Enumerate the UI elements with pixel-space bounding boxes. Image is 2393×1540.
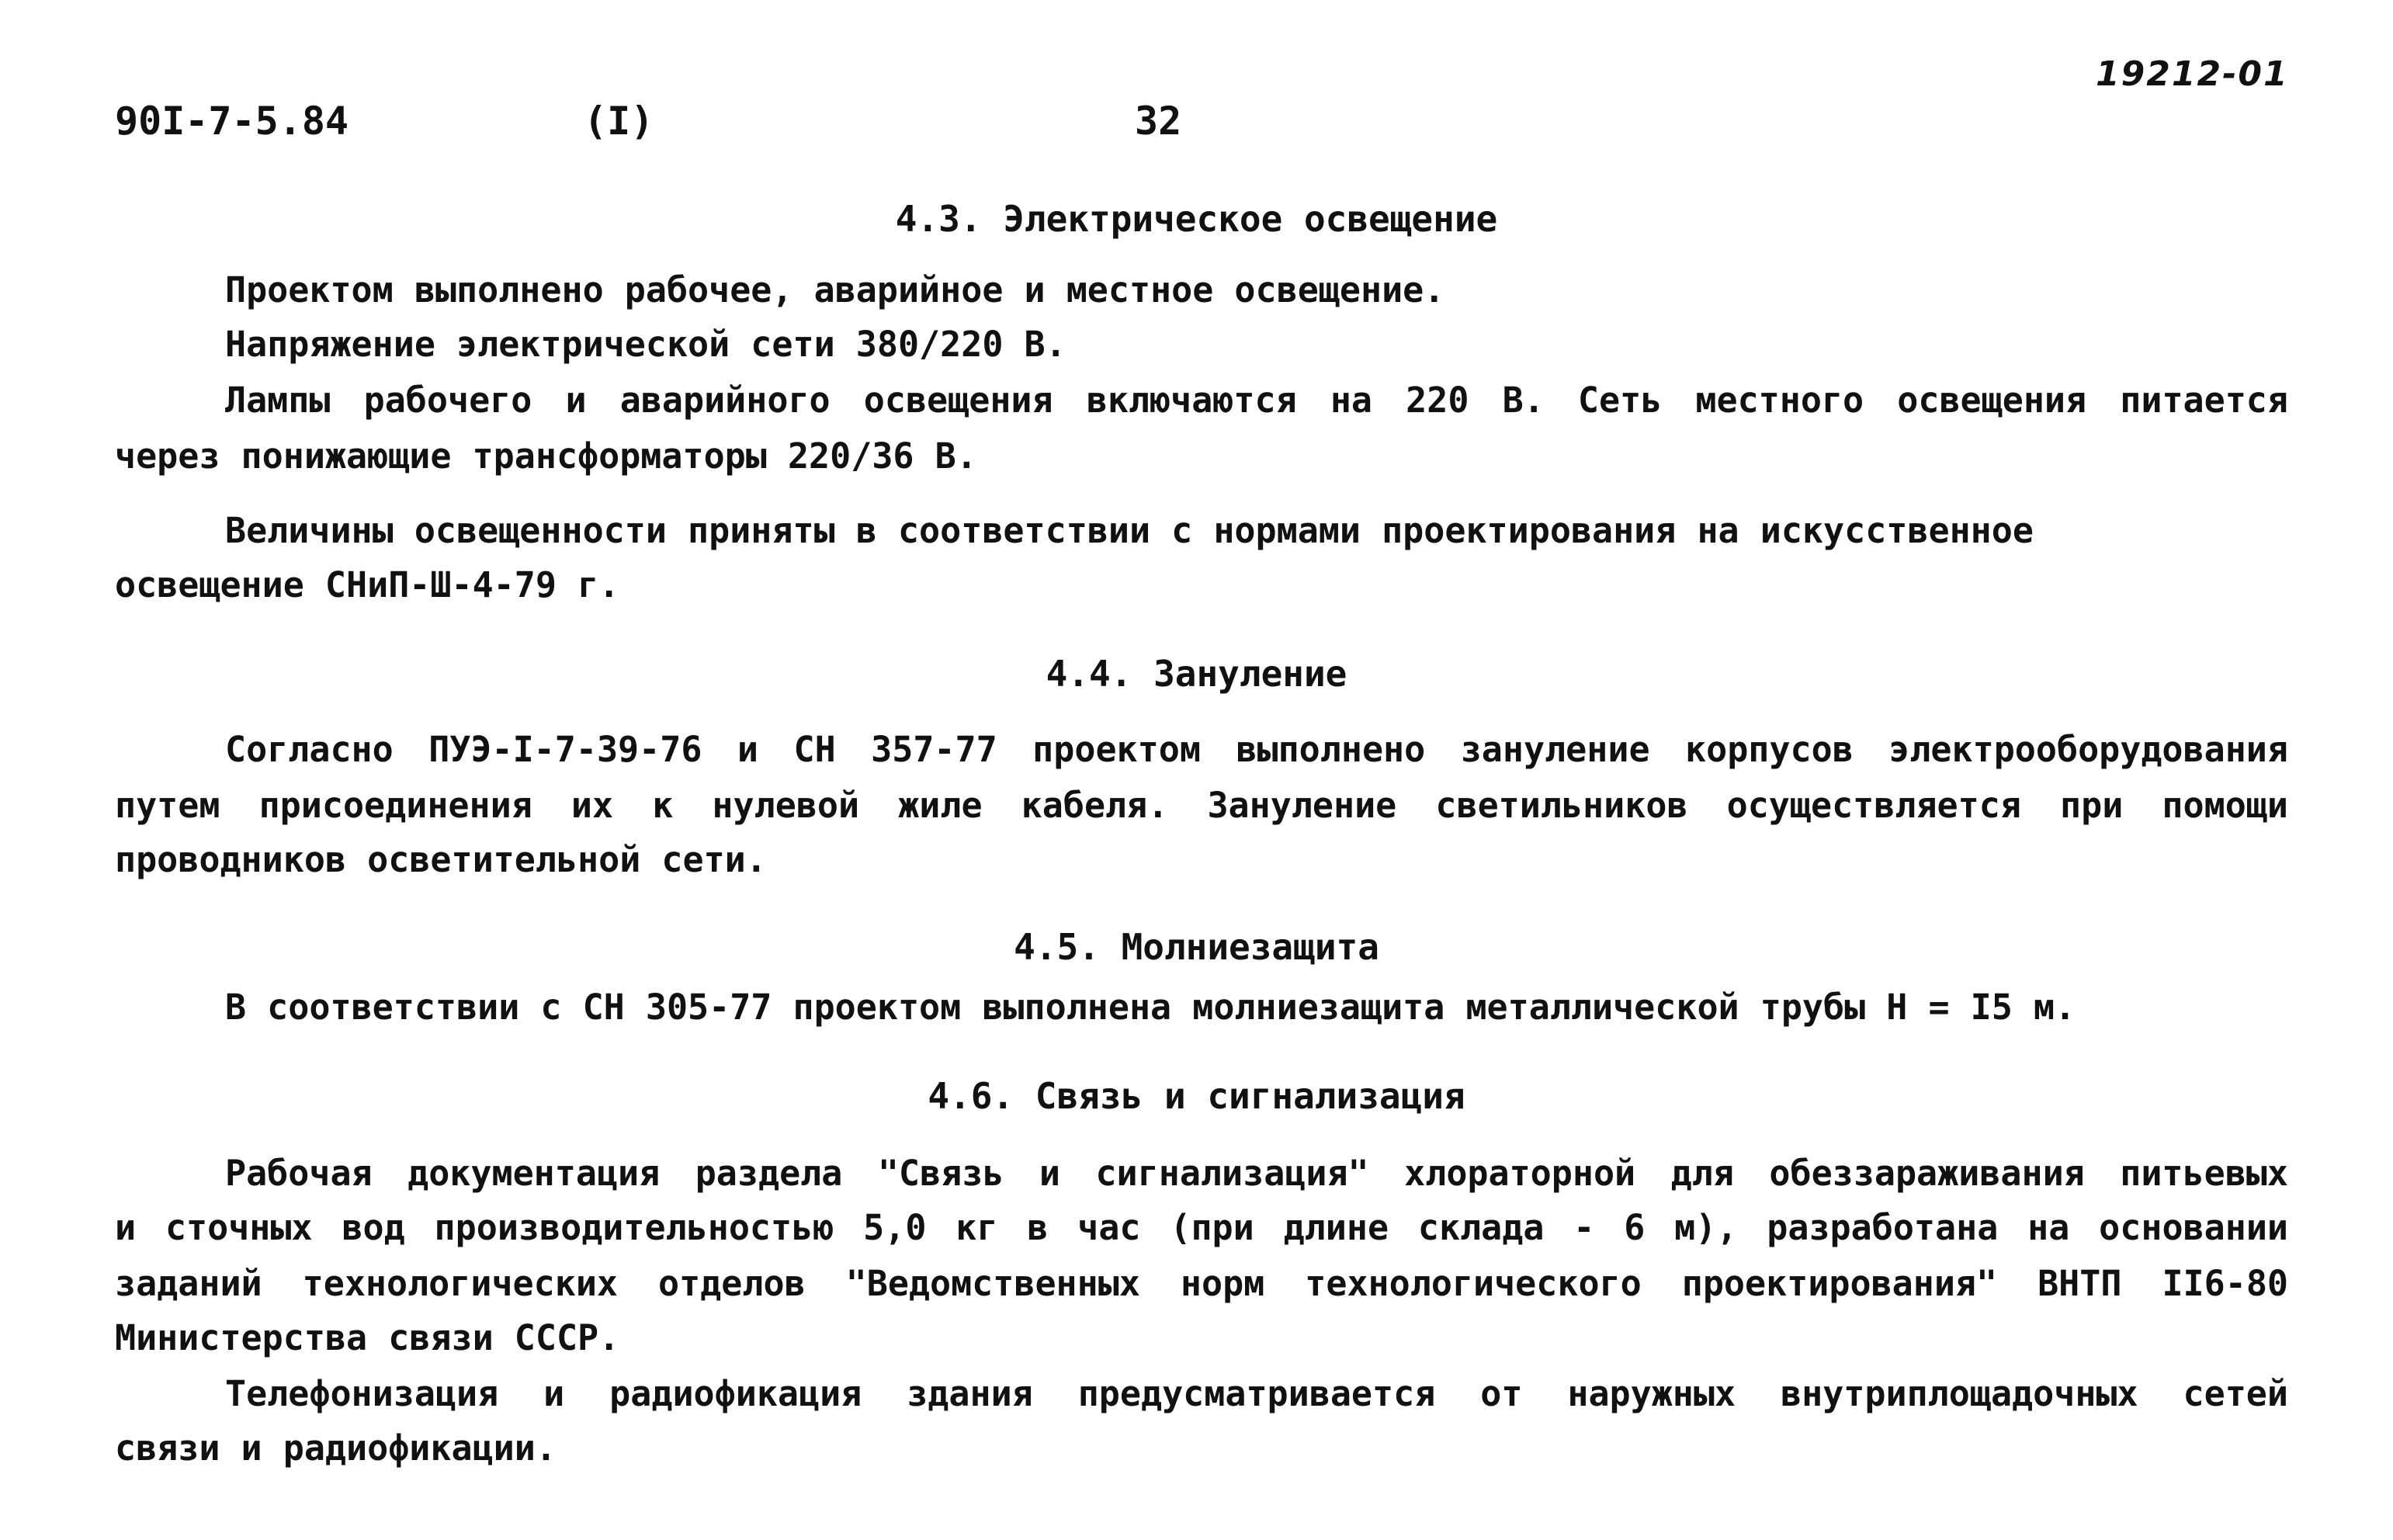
paragraph-line: Проектом выполнено рабочее, аварийное и местное освещение. (225, 269, 1445, 310)
sheet-number: (I) (584, 99, 654, 144)
paragraph-line: и сточных вод производительностью 5,0 кг в час (при длине склада - 6 м), разработана на основании (115, 1207, 2288, 1248)
page-number: 32 (1135, 99, 1182, 144)
paragraph-line: В соответствии с СН 305-77 проектом выполнена молниезащита металлической трубы Н = I5 м. (225, 987, 2076, 1028)
paragraph-line: освещение СНиП-Ш-4-79 г. (115, 564, 620, 605)
document-code: 90I-7-5.84 (115, 99, 349, 144)
section-heading-communications: 4.6. Связь и сигнализация (928, 1075, 1465, 1117)
paragraph-line: Согласно ПУЭ-I-7-39-76 и СН 357-77 проектом выполнено зануление корпусов электрооборудования (225, 729, 2288, 770)
paragraph-line: Напряжение электрической сети 380/220 В. (225, 324, 1066, 365)
paragraph-line: Рабочая документация раздела "Связь и сигнализация" хлораторной для обеззараживания питьевых (225, 1153, 2288, 1194)
paragraph-line: проводников осветительной сети. (115, 839, 767, 880)
paragraph-line: путем присоединения их к нулевой жиле кабеля. Зануление светильников осуществляется при помощи (115, 785, 2288, 826)
section-heading-grounding: 4.4. Зануление (1046, 653, 1347, 695)
paragraph-line: Лампы рабочего и аварийного освещения включаются на 220 В. Сеть местного освещения питается (225, 380, 2288, 421)
paragraph-line: связи и радиофикации. (115, 1427, 557, 1469)
paragraph-line: Величины освещенности приняты в соответствии с нормами проектирования на искусственное (225, 510, 2034, 551)
handwritten-reference: 19212-01 (2096, 54, 2289, 94)
section-heading-lightning-protection: 4.5. Молниезащита (1014, 926, 1379, 968)
section-heading-lighting: 4.3. Электрическое освещение (895, 198, 1498, 240)
paragraph-line: Телефонизация и радиофикация здания предусматривается от наружных внутриплощадочных сетей (225, 1373, 2288, 1414)
paragraph-line: Министерства связи СССР. (115, 1317, 620, 1358)
paragraph-line: через понижающие трансформаторы 220/36 В. (115, 435, 977, 477)
paragraph-line: заданий технологических отделов "Ведомственных норм технологического проектирования" ВНТП II6-80 (115, 1263, 2288, 1304)
